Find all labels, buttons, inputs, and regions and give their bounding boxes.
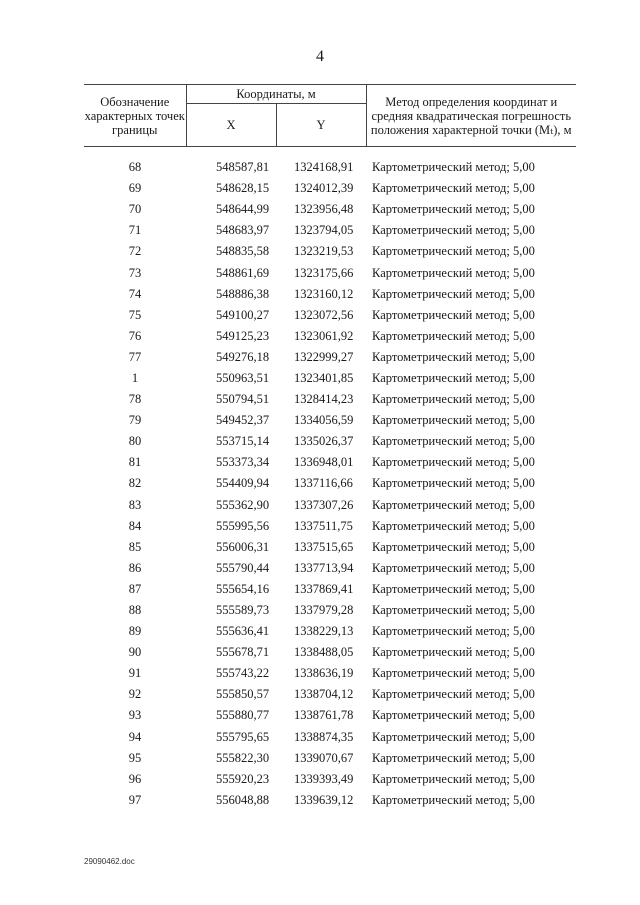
table-row xyxy=(84,326,576,347)
method-cell: Картометрический метод; 5,00 xyxy=(372,708,535,723)
x-coordinate-cell: 555880,77 xyxy=(216,708,270,723)
x-coordinate-cell: 548644,99 xyxy=(216,202,270,217)
method-cell: Картометрический метод; 5,00 xyxy=(372,307,535,322)
x-coordinate-cell: 549100,27 xyxy=(216,307,270,322)
table-row xyxy=(84,178,576,199)
y-coordinate-cell: 1339070,67 xyxy=(294,750,354,765)
method-cell: Картометрический метод; 5,00 xyxy=(372,497,535,512)
x-coordinate-cell: 549125,23 xyxy=(216,328,270,343)
method-cell: Картометрический метод; 5,00 xyxy=(372,518,535,533)
y-coordinate-cell: 1323072,56 xyxy=(294,307,354,322)
y-coordinate-cell: 1337511,75 xyxy=(294,518,353,533)
point-cell: 83 xyxy=(128,497,142,512)
table-header xyxy=(84,85,576,158)
x-coordinate-cell: 555654,16 xyxy=(216,581,270,596)
point-cell: 95 xyxy=(128,750,142,765)
table-row xyxy=(84,684,576,705)
y-coordinate-cell: 1337307,26 xyxy=(294,497,354,512)
x-coordinate-cell: 548861,69 xyxy=(216,265,270,280)
method-cell: Картометрический метод; 5,00 xyxy=(372,370,535,385)
x-coordinate-cell: 553373,34 xyxy=(216,455,270,470)
x-coordinate-cell: 555790,44 xyxy=(216,560,270,575)
table-row xyxy=(84,769,576,790)
table-row xyxy=(84,284,576,305)
x-coordinate-cell: 553715,14 xyxy=(216,434,270,449)
x-coordinate-cell: 548587,81 xyxy=(216,160,270,175)
point-cell: 70 xyxy=(128,202,142,217)
page-number: 4 xyxy=(316,48,324,65)
x-coordinate-cell: 549452,37 xyxy=(216,413,270,428)
method-cell: Картометрический метод; 5,00 xyxy=(372,539,535,554)
point-cell: 81 xyxy=(128,455,142,470)
table-row xyxy=(84,537,576,558)
y-coordinate-cell: 1336948,01 xyxy=(294,455,354,470)
method-cell: Картометрический метод; 5,00 xyxy=(372,771,535,786)
x-header: X xyxy=(186,104,276,147)
table-row xyxy=(84,157,576,178)
table-row xyxy=(84,305,576,326)
x-coordinate-cell: 555822,30 xyxy=(216,750,270,765)
table-row xyxy=(84,516,576,537)
point-cell: 76 xyxy=(128,328,142,343)
point-cell: 87 xyxy=(128,581,142,596)
point-cell: 97 xyxy=(128,792,142,807)
table-row xyxy=(84,727,576,748)
method-cell: Картометрический метод; 5,00 xyxy=(372,750,535,765)
method-header: Метод определения координат и средняя квадратическая погрешность положения характерной точки (Mₜ), м xyxy=(366,85,576,147)
x-coordinate-cell: 548886,38 xyxy=(216,286,270,301)
point-cell: 68 xyxy=(128,160,142,175)
x-coordinate-cell: 548835,58 xyxy=(216,244,270,259)
y-coordinate-cell: 1339393,49 xyxy=(294,771,354,786)
method-cell: Картометрический метод; 5,00 xyxy=(372,349,535,364)
point-cell: 86 xyxy=(128,560,142,575)
method-cell: Картометрический метод; 5,00 xyxy=(372,223,535,238)
table-row xyxy=(84,452,576,473)
point-cell: 71 xyxy=(128,223,142,238)
x-coordinate-cell: 555795,65 xyxy=(216,729,270,744)
y-coordinate-cell: 1337869,41 xyxy=(294,581,354,596)
x-coordinate-cell: 555920,23 xyxy=(216,771,270,786)
x-coordinate-cell: 555362,90 xyxy=(216,497,270,512)
x-coordinate-cell: 555995,56 xyxy=(216,518,270,533)
table-row xyxy=(84,199,576,220)
point-cell: 91 xyxy=(128,666,142,681)
method-cell: Картометрический метод; 5,00 xyxy=(372,434,535,449)
point-cell: 88 xyxy=(128,603,142,618)
point-cell: 78 xyxy=(128,392,142,407)
point-cell: 90 xyxy=(128,645,142,660)
table-row xyxy=(84,495,576,516)
method-cell: Картометрический метод; 5,00 xyxy=(372,160,535,175)
y-coordinate-cell: 1324012,39 xyxy=(294,181,354,196)
y-coordinate-cell: 1335026,37 xyxy=(294,434,354,449)
method-cell: Картометрический метод; 5,00 xyxy=(372,581,535,596)
y-header: Y xyxy=(276,104,366,147)
y-coordinate-cell: 1323219,53 xyxy=(294,244,354,259)
y-coordinate-cell: 1334056,59 xyxy=(294,413,354,428)
table-row xyxy=(84,705,576,726)
method-cell: Картометрический метод; 5,00 xyxy=(372,244,535,259)
method-cell: Картометрический метод; 5,00 xyxy=(372,328,535,343)
y-coordinate-cell: 1322999,27 xyxy=(294,349,354,364)
point-cell: 77 xyxy=(128,349,142,364)
method-cell: Картометрический метод; 5,00 xyxy=(372,413,535,428)
table-row xyxy=(84,220,576,241)
method-cell: Картометрический метод; 5,00 xyxy=(372,687,535,702)
table-row xyxy=(84,431,576,452)
y-coordinate-cell: 1323956,48 xyxy=(294,202,354,217)
point-cell: 96 xyxy=(128,771,142,786)
x-coordinate-cell: 550963,51 xyxy=(216,370,270,385)
y-coordinate-cell: 1338229,13 xyxy=(294,624,354,639)
x-coordinate-cell: 556048,88 xyxy=(216,792,270,807)
point-cell: 72 xyxy=(128,244,142,259)
table-row xyxy=(84,642,576,663)
table-row xyxy=(84,579,576,600)
table-row xyxy=(84,600,576,621)
method-cell: Картометрический метод; 5,00 xyxy=(372,202,535,217)
x-coordinate-cell: 550794,51 xyxy=(216,392,270,407)
y-coordinate-cell: 1338488,05 xyxy=(294,645,354,660)
x-coordinate-cell: 555850,57 xyxy=(216,687,270,702)
x-coordinate-cell: 555636,41 xyxy=(216,624,270,639)
y-coordinate-cell: 1338874,35 xyxy=(294,729,354,744)
method-cell: Картометрический метод; 5,00 xyxy=(372,286,535,301)
x-coordinate-cell: 548628,15 xyxy=(216,181,270,196)
y-coordinate-cell: 1338636,19 xyxy=(294,666,354,681)
table-row xyxy=(84,748,576,769)
y-coordinate-cell: 1337116,66 xyxy=(294,476,353,491)
table-row xyxy=(84,663,576,684)
point-cell: 89 xyxy=(128,624,142,639)
point-cell: 74 xyxy=(128,286,142,301)
table-row xyxy=(84,389,576,410)
point-cell: 80 xyxy=(128,434,142,449)
method-cell: Картометрический метод; 5,00 xyxy=(372,729,535,744)
point-cell: 94 xyxy=(128,729,142,744)
method-cell: Картометрический метод; 5,00 xyxy=(372,455,535,470)
method-cell: Картометрический метод; 5,00 xyxy=(372,265,535,280)
y-coordinate-cell: 1337713,94 xyxy=(294,560,354,575)
y-coordinate-cell: 1323794,05 xyxy=(294,223,354,238)
x-coordinate-cell: 556006,31 xyxy=(216,539,270,554)
x-coordinate-cell: 548683,97 xyxy=(216,223,270,238)
y-coordinate-cell: 1338761,78 xyxy=(294,708,354,723)
coordinates-table xyxy=(84,84,576,811)
y-coordinate-cell: 1328414,23 xyxy=(294,392,354,407)
y-coordinate-cell: 1337979,28 xyxy=(294,603,354,618)
y-coordinate-cell: 1324168,91 xyxy=(294,160,354,175)
method-cell: Картометрический метод; 5,00 xyxy=(372,666,535,681)
point-cell: 92 xyxy=(128,687,142,702)
y-coordinate-cell: 1339639,12 xyxy=(294,792,354,807)
x-coordinate-cell: 555589,73 xyxy=(216,603,270,618)
method-cell: Картометрический метод; 5,00 xyxy=(372,645,535,660)
table-body xyxy=(84,157,576,811)
point-cell: 85 xyxy=(128,539,142,554)
table-row xyxy=(84,368,576,389)
table-row xyxy=(84,790,576,811)
x-coordinate-cell: 555743,22 xyxy=(216,666,270,681)
point-cell: 79 xyxy=(128,413,142,428)
point-cell: 82 xyxy=(128,476,142,491)
table-row xyxy=(84,473,576,494)
y-coordinate-cell: 1323061,92 xyxy=(294,328,354,343)
table-row xyxy=(84,347,576,368)
point-cell: 93 xyxy=(128,708,142,723)
point-cell: 75 xyxy=(128,307,142,322)
y-coordinate-cell: 1323160,12 xyxy=(294,286,354,301)
y-coordinate-cell: 1337515,65 xyxy=(294,539,354,554)
table-row xyxy=(84,558,576,579)
table-row xyxy=(84,241,576,262)
method-cell: Картометрический метод; 5,00 xyxy=(372,792,535,807)
point-cell: 69 xyxy=(128,181,142,196)
y-coordinate-cell: 1323401,85 xyxy=(294,370,354,385)
y-coordinate-cell: 1323175,66 xyxy=(294,265,354,280)
x-coordinate-cell: 549276,18 xyxy=(216,349,270,364)
y-coordinate-cell: 1338704,12 xyxy=(294,687,354,702)
table-row xyxy=(84,410,576,431)
method-cell: Картометрический метод; 5,00 xyxy=(372,392,535,407)
point-cell: 84 xyxy=(128,518,142,533)
footer-filename: 29090462.doc xyxy=(84,857,135,866)
coordinates-header: Координаты, м xyxy=(186,85,366,104)
method-cell: Картометрический метод; 5,00 xyxy=(372,181,535,196)
point-designation-header: Обозначение характерных точек границы xyxy=(84,85,186,147)
table-row xyxy=(84,621,576,642)
x-coordinate-cell: 554409,94 xyxy=(216,476,270,491)
method-cell: Картометрический метод; 5,00 xyxy=(372,603,535,618)
point-cell: 73 xyxy=(128,265,142,280)
point-cell: 1 xyxy=(131,370,139,385)
table-row xyxy=(84,262,576,283)
method-cell: Картометрический метод; 5,00 xyxy=(372,624,535,639)
method-cell: Картометрический метод; 5,00 xyxy=(372,476,535,491)
x-coordinate-cell: 555678,71 xyxy=(216,645,270,660)
method-cell: Картометрический метод; 5,00 xyxy=(372,560,535,575)
